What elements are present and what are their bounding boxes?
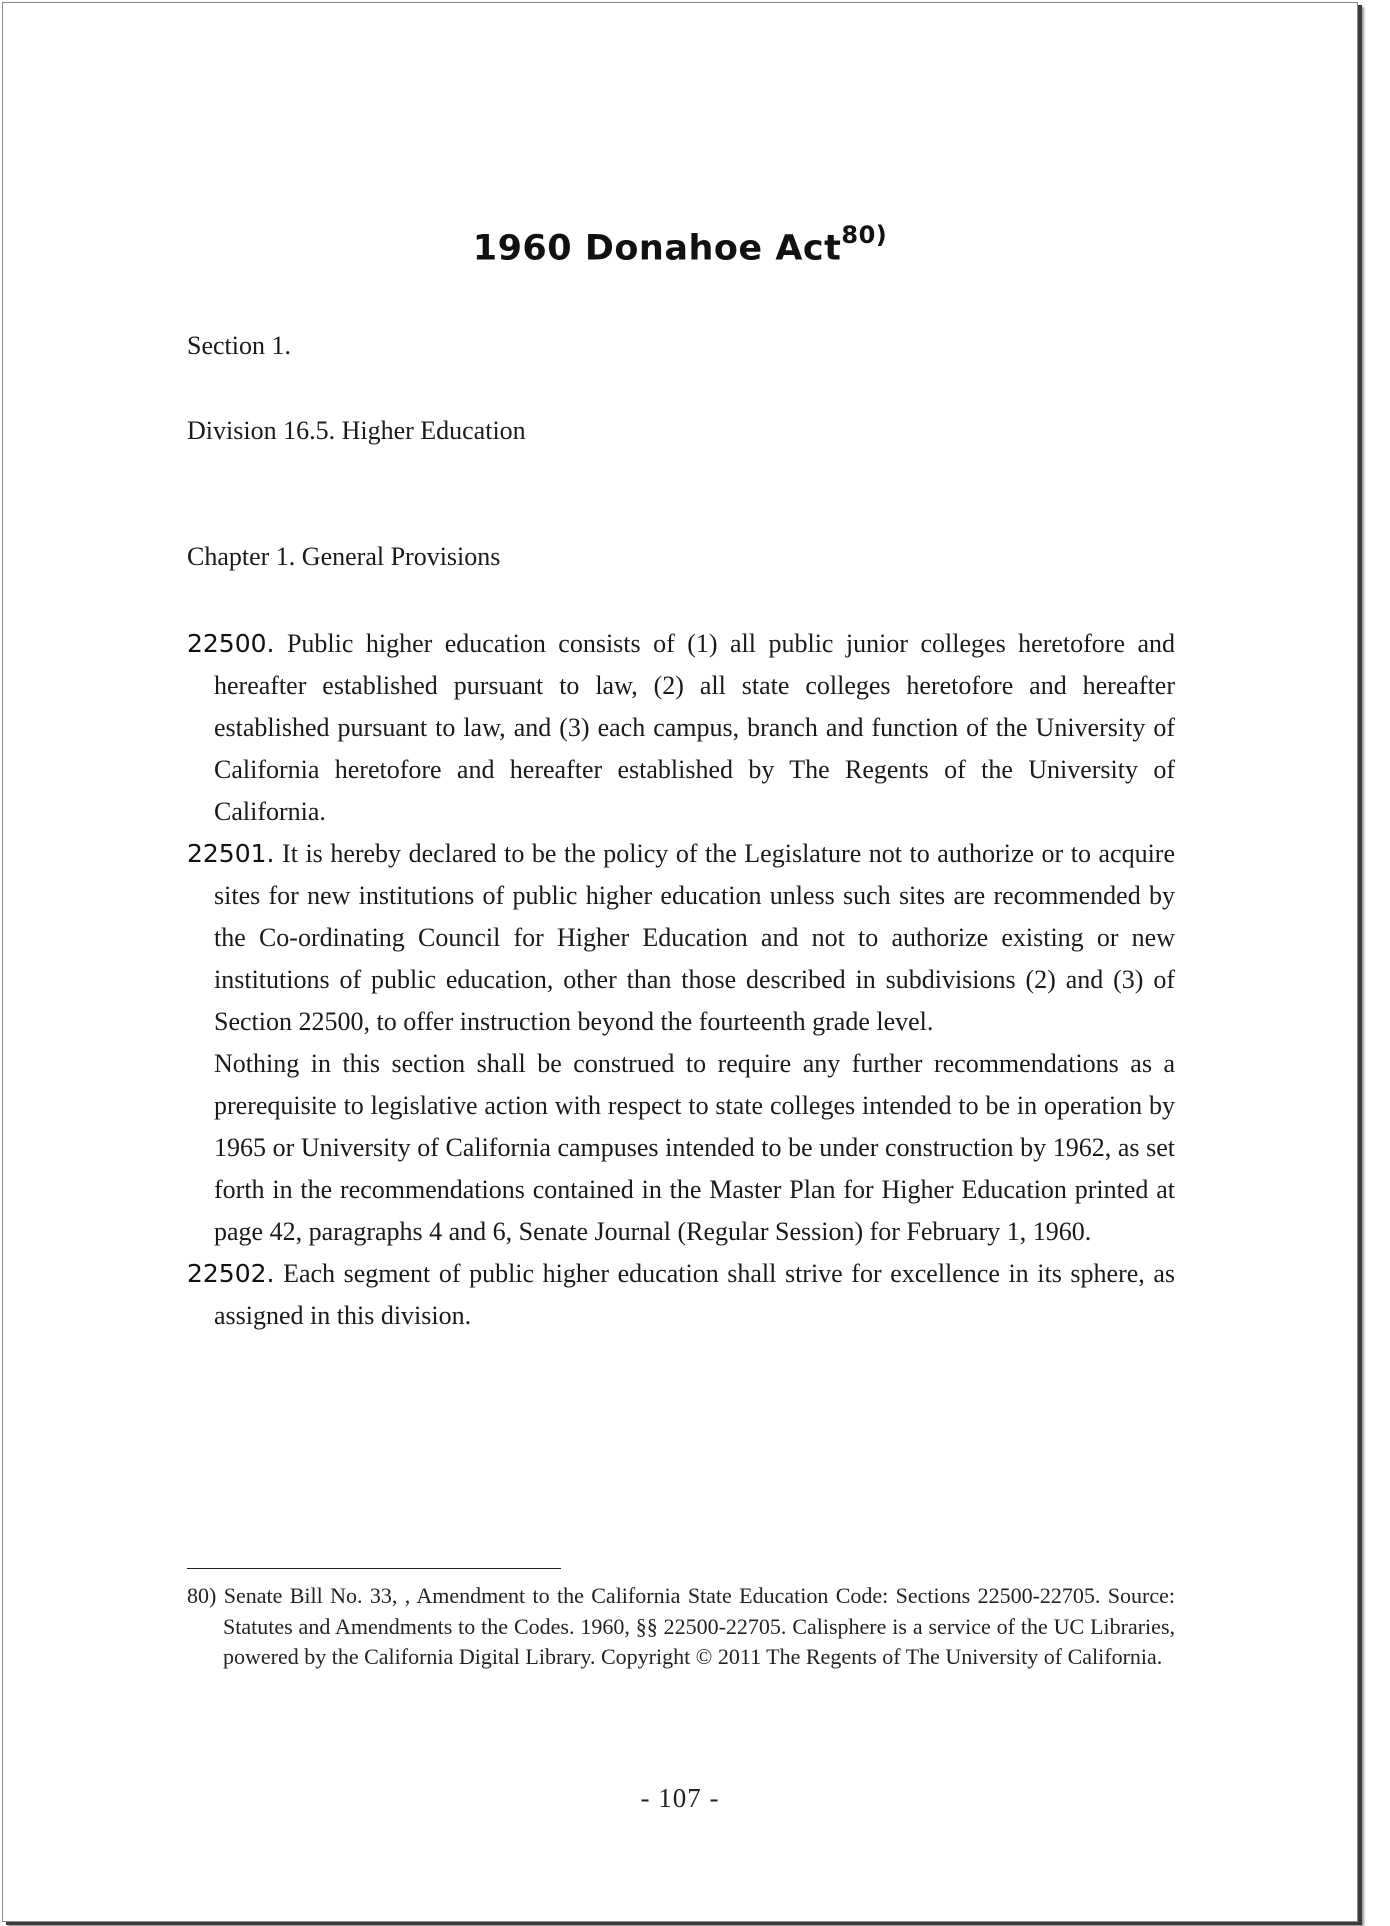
- footnote-separator: [187, 1568, 561, 1569]
- provision-number: 22500.: [187, 629, 275, 658]
- document-page: [2, 2, 1358, 1922]
- provision-text: Public higher education consists of (1) all public junior colleges heretofore and hereafter established pursuant to law, (2) all state colleges heretofore and hereafter established pursuant to law, and (3) each campus, branch and function of the University of California heretofore and hereafter established by The Regents of the University of California.: [214, 629, 1175, 826]
- chapter-heading: Chapter 1. General Provisions: [187, 542, 501, 571]
- provision-22501-continuation: Nothing in this section shall be construed to require any further recommendations as a prerequisite to legislative action with respect to state colleges intended to be in operation by 1965 or University of California campuses intended to be under construction by 1962, as set forth in the recommendations contained in the Master Plan for Higher Education printed at page 42, paragraphs 4 and 6, Senate Journal (Regular Session) for February 1, 1960.: [214, 1049, 1175, 1246]
- provision-22500: [187, 623, 1175, 833]
- page-number: - 107 -: [640, 1783, 720, 1813]
- provision-text: Each segment of public higher education shall strive for excellence in its sphere, as assigned in this division.: [214, 1259, 1175, 1330]
- document-title: [3, 221, 1357, 269]
- footnote-marker: 80): [187, 1583, 217, 1608]
- footnote-text: Senate Bill No. 33, , Amendment to the California State Education Code: Sections 22500-22705. Source: Statutes and Amendments to the Codes. 1960, §§ 22500-22705. Calisphere is a service of the UC Libraries, powered by the California Digital Library. Copyright © 2011 The Regents of The University of California.: [223, 1583, 1175, 1669]
- section-heading: Section 1.: [187, 331, 291, 360]
- title-text: 1960 Donahoe Act: [472, 228, 842, 269]
- provisions-body: [187, 623, 1175, 1337]
- footnote: [187, 1581, 1175, 1673]
- provision-number: 22501.: [187, 839, 275, 868]
- division-heading: Division 16.5. Higher Education: [187, 416, 526, 445]
- title-footnote-ref: 80): [841, 221, 888, 249]
- provision-22501: [187, 833, 1175, 1043]
- provision-22502: [187, 1253, 1175, 1337]
- provision-number: 22502.: [187, 1259, 275, 1288]
- provision-text: It is hereby declared to be the policy of the Legislature not to authorize or to acquire sites for new institutions of public higher education unless such sites are recommended by the Co-ordinating Council for Higher Education and not to authorize existing or new institutions of public education, other than those described in subdivisions (2) and (3) of Section 22500, to offer instruction beyond the fourteenth grade level.: [214, 839, 1176, 1036]
